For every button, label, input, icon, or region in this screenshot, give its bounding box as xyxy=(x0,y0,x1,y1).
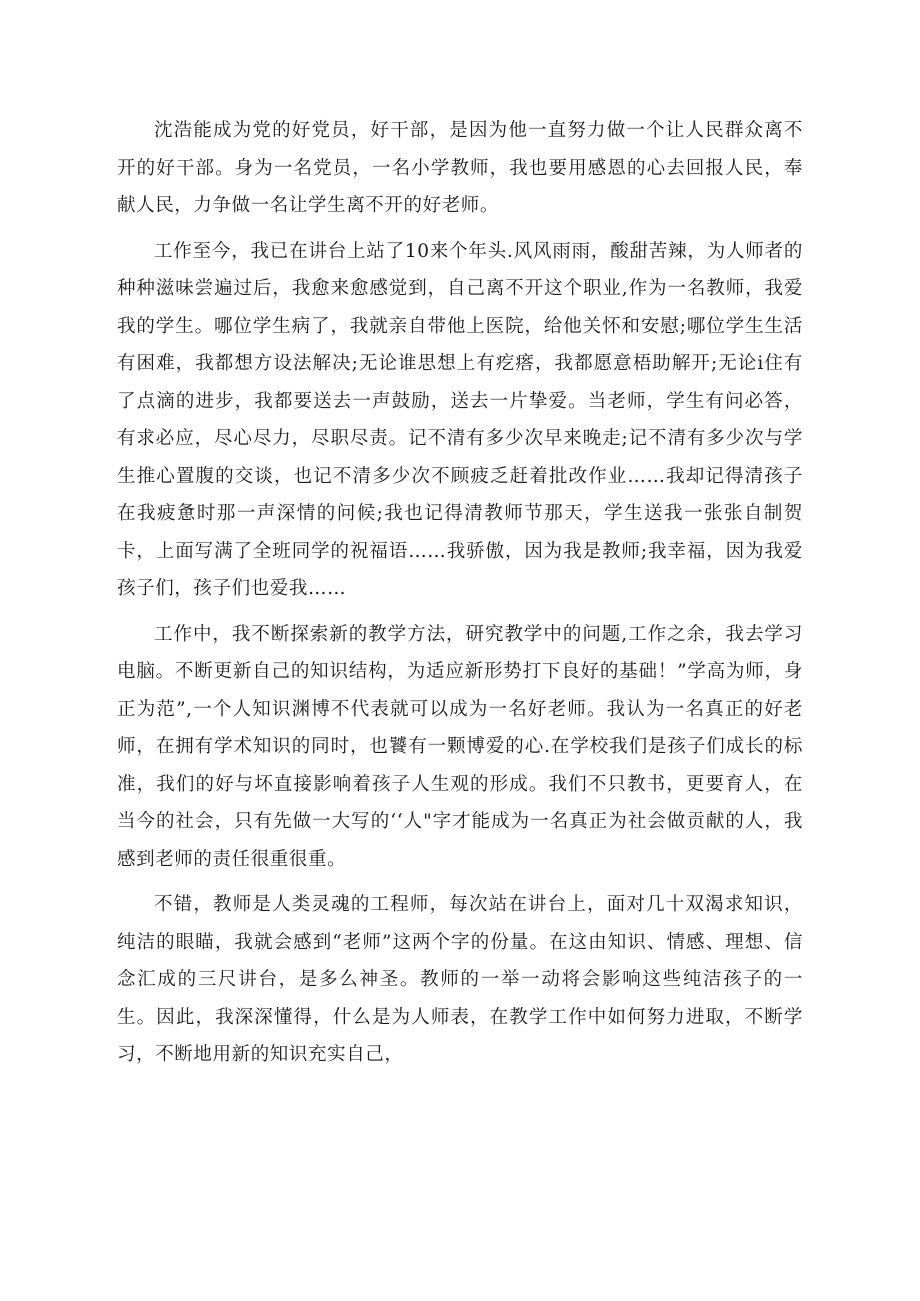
document-body xyxy=(117,112,803,1082)
paragraph-4: 不错，教师是人类灵魂的工程师，每次站在讲台上，面对几十双渴求知识，纯洁的眼瞄，我就会感到“老师”这两个字的份量。在这由知识、情感、理想、信念汇成的三尺讲台，是多么神圣。教师的一举一动将会影响这些纯洁孩子的一生。因此，我深深懂得，什么是为人师表，在教学工作中如何努力进取，不断学习，不断地用新的知识充实自己， xyxy=(117,894,803,1065)
paragraph-3: 工作中，我不断探索新的教学方法，研究教学中的问题,工作之余，我去学习电脑。不断更新自己的知识结构，为适应新形势打下良好的基础！”学高为师，身正为范”,一个人知识渊博不代表就可以成为一名好老师。我认为一名真正的好老师，在拥有学术知识的同时，也饕有一颗博爱的心.在学校我们是孩子们成长的标准，我们的好与坏直接影响着孩子人生观的形成。我们不只教书，更要育人，在当今的社会，只有先做一大写的‘‘人"字才能成为一名真正为社会做贡献的人，我感到老师的责任很重很重。 xyxy=(117,623,803,870)
paragraph-1: 沈浩能成为党的好党员，好干部，是因为他一直努力做一个让人民群众离不开的好干部。身为一名党员，一名小学教师，我也要用感恩的心去回报人民，奉献人民，力争做一名让学生离不开的好老师。 xyxy=(117,120,803,216)
paragraph-2: 工作至今，我已在讲台上站了10来个年头.风风雨雨，酸甜苦辣，为人师者的种种滋味尝遍过后，我愈来愈感觉到，自己离不开这个职业,作为一名教师，我爱我的学生。哪位学生病了，我就亲自带他上医院，给他关怀和安慰;哪位学生生活有困难，我都想方设法解决;无论谁思想上有疙瘩，我都愿意梧助解开;无论i住有了点滴的进步，我都要送去一声鼓励，送去一片挚爱。当老师，学生有问必答，有求必应，尽心尽力，尽职尽责。记不清有多少次早来晚走;记不清有多少次与学生推心置腹的交谈，也记不清多少次不顾疲乏赶着批改作业……我却记得清孩子在我疲惫时那一声深情的问候;我也记得清教师节那天，学生送我一张张自制贺卡，上面写满了全班同学的祝福语……我骄傲，因为我是教师;我幸福，因为我爱孩子们，孩子们也爱我…… xyxy=(117,240,803,599)
